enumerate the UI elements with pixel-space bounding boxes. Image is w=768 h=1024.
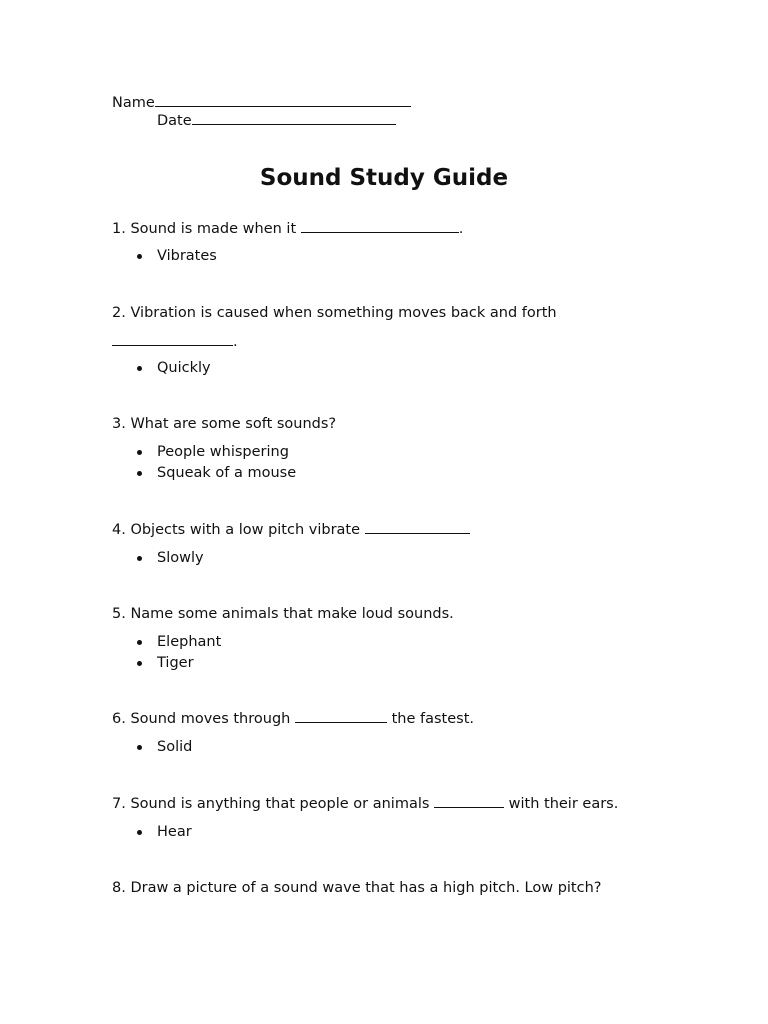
question-4-blank[interactable] xyxy=(365,520,470,534)
question-1-end: . xyxy=(458,221,464,237)
question-2-line2 xyxy=(112,332,238,351)
bullet-icon xyxy=(137,450,142,455)
question-7-end: with their ears. xyxy=(504,796,619,812)
answer-5b: Tiger xyxy=(157,654,194,672)
question-6-blank[interactable] xyxy=(295,709,387,723)
answer-6: Solid xyxy=(157,738,192,756)
answer-3a: People whispering xyxy=(157,443,289,461)
question-1-text: 1. Sound is made when it xyxy=(112,221,301,237)
question-3-text: 3. What are some soft sounds? xyxy=(112,416,337,432)
question-1 xyxy=(112,219,463,238)
answer-5a: Elephant xyxy=(157,633,221,651)
question-8 xyxy=(112,879,601,897)
question-5-text: 5. Name some animals that make loud sounds. xyxy=(112,606,454,622)
answer-3b: Squeak of a mouse xyxy=(157,464,296,482)
question-2-text: 2. Vibration is caused when something moves back and forth xyxy=(112,305,557,321)
question-2-end: . xyxy=(233,334,238,350)
bullet-icon xyxy=(137,745,142,750)
question-4 xyxy=(112,520,470,539)
answer-7: Hear xyxy=(157,823,192,841)
answer-2: Quickly xyxy=(157,359,211,377)
date-blank[interactable] xyxy=(192,111,396,125)
question-6-end: the fastest. xyxy=(386,711,474,727)
question-4-text: 4. Objects with a low pitch vibrate xyxy=(112,522,365,538)
bullet-icon xyxy=(137,556,142,561)
name-line xyxy=(112,93,411,112)
date-line xyxy=(157,111,396,130)
bullet-icon xyxy=(137,366,142,371)
page-title: Sound Study Guide xyxy=(259,165,509,191)
question-2 xyxy=(112,304,557,322)
bullet-icon xyxy=(137,640,142,645)
question-6 xyxy=(112,709,474,728)
date-label: Date xyxy=(157,113,192,129)
name-label: Name xyxy=(112,95,155,111)
bullet-icon xyxy=(137,471,142,476)
bullet-icon xyxy=(137,830,142,835)
question-3 xyxy=(112,415,336,433)
question-7-text: 7. Sound is anything that people or animals xyxy=(112,796,435,812)
question-8-text: 8. Draw a picture of a sound wave that has a high pitch. Low pitch? xyxy=(112,880,602,896)
answer-4: Slowly xyxy=(157,549,204,567)
answer-1: Vibrates xyxy=(157,247,217,265)
question-2-blank[interactable] xyxy=(112,332,233,346)
question-7-blank[interactable] xyxy=(434,794,504,808)
bullet-icon xyxy=(137,661,142,666)
question-7 xyxy=(112,794,618,813)
question-1-blank[interactable] xyxy=(301,219,459,233)
bullet-icon xyxy=(137,254,142,259)
question-5 xyxy=(112,605,454,623)
name-blank[interactable] xyxy=(155,93,411,107)
question-6-text: 6. Sound moves through xyxy=(112,711,295,727)
